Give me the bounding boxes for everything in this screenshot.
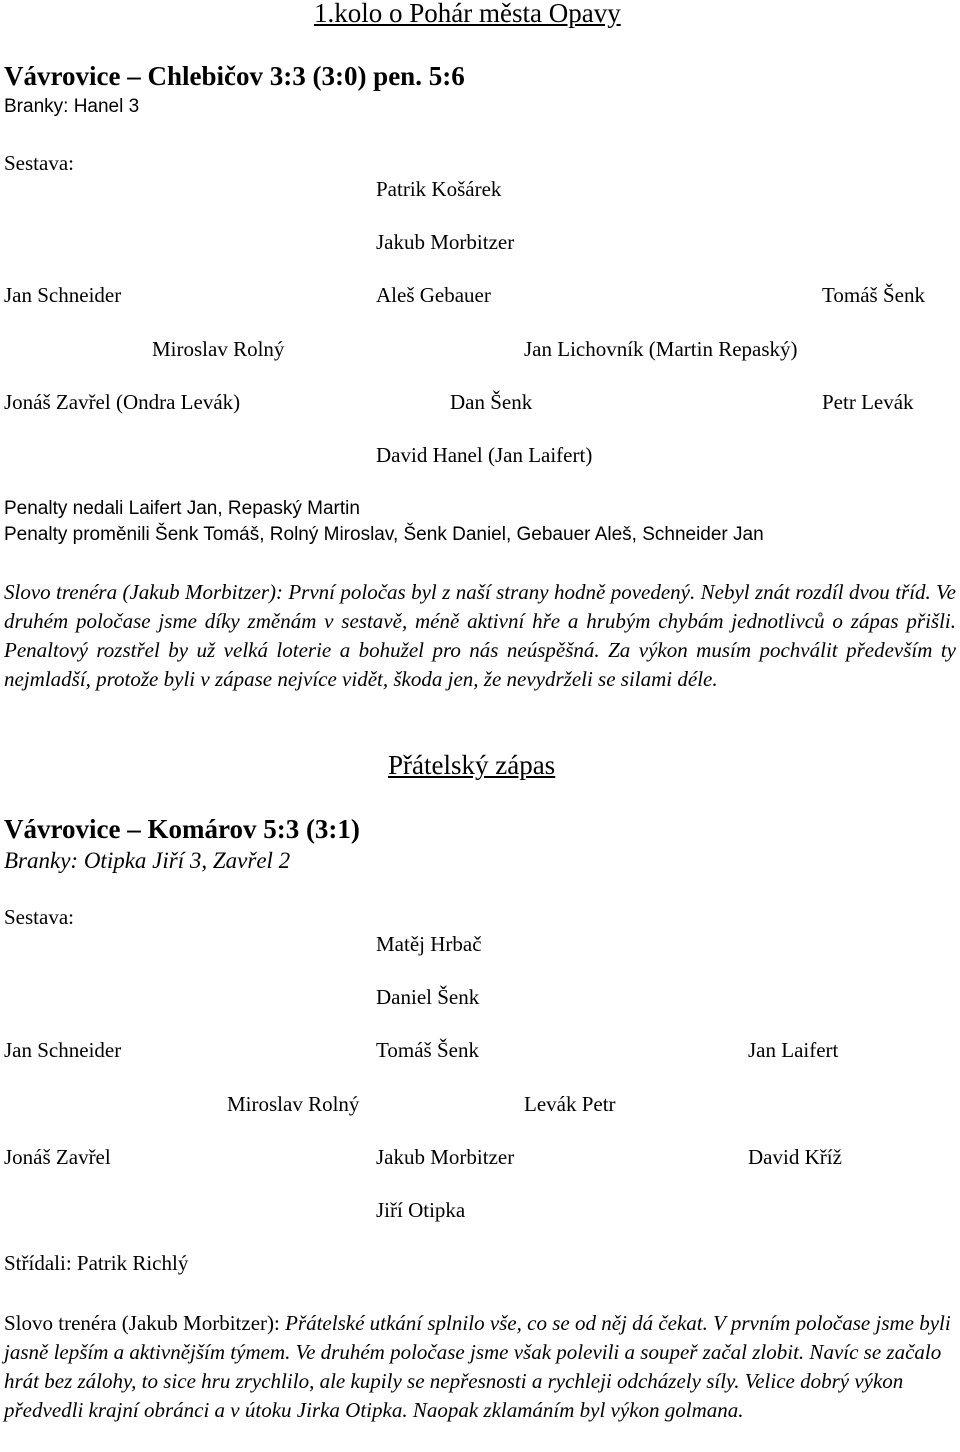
match2-player-def-left: Jan Schneider bbox=[4, 1038, 122, 1062]
match2-coach-block bbox=[4, 1309, 956, 1425]
match2-player-mid-left: Miroslav Rolný bbox=[227, 1092, 360, 1116]
match2-player-goalkeeper: Matěj Hrbač bbox=[376, 932, 482, 956]
match2-player-def-center: Tomáš Šenk bbox=[376, 1038, 479, 1062]
match1-player-forward: David Hanel (Jan Laifert) bbox=[376, 443, 593, 467]
match1-heading: Vávrovice – Chlebičov 3:3 (3:0) pen. 5:6 bbox=[4, 61, 465, 91]
match1-penalties-missed: Penalty nedali Laifert Jan, Repaský Martin bbox=[4, 498, 360, 519]
match2-player-def-right: Jan Laifert bbox=[748, 1038, 839, 1062]
match1-player-sweeper: Jakub Morbitzer bbox=[376, 230, 515, 254]
match2-player-wing-left: Jonáš Zavřel bbox=[4, 1145, 111, 1169]
match2-player-mid-center: Jakub Morbitzer bbox=[376, 1145, 515, 1169]
match1-player-goalkeeper: Patrik Košárek bbox=[376, 177, 502, 201]
match1-player-mid-right: Jan Lichovník (Martin Repaský) bbox=[524, 337, 798, 361]
match2-lineup-label: Sestava: bbox=[4, 905, 74, 929]
match2-player-wing-right: David Kříž bbox=[748, 1145, 842, 1169]
match1-player-def-left: Jan Schneider bbox=[4, 283, 122, 307]
page-title: 1.kolo o Pohár města Opavy bbox=[314, 0, 621, 28]
match1-player-wing-right: Petr Levák bbox=[822, 390, 914, 414]
match1-lineup-label: Sestava: bbox=[4, 151, 74, 175]
match1-penalties-scored: Penalty proměnili Šenk Tomáš, Rolný Miroslav, Šenk Daniel, Gebauer Aleš, Schneider Jan bbox=[4, 524, 764, 545]
match2-coach-comment: Přátelské utkání splnilo vše, co se od něj dá čekat. V prvním poločase jsme byli jasně lepším a aktivnějším týmem. Ve druhém poločase jsme však polevili a soupeř začal zlobit. Navíc se začalo hrát bez zálohy, to sice hru zrychlilo, ale kupily se nepřesnosti a rychleji odcházely síly. Velice dobrý výkon předvedli krajní obránci a v útoku Jirka Otipka. Naopak zklamáním byl výkon golmana. bbox=[4, 1311, 951, 1422]
match1-player-def-right: Tomáš Šenk bbox=[822, 283, 925, 307]
match2-coach-label: Slovo trenéra (Jakub Morbitzer): bbox=[4, 1311, 286, 1335]
match1-player-def-center: Aleš Gebauer bbox=[376, 283, 491, 307]
match1-coach-comment: Slovo trenéra (Jakub Morbitzer): První poločas byl z naší strany hodně povedený. Nebyl znát rozdíl dvou tříd. Ve druhém poločase jsme díky změnám v sestavě, méně aktivní hře a hrubým chybám jednotlivců o zápas přišli. Penaltový rozstřel by už velká loterie a bohužel pro nás neúspěšná. Za výkon musím pochválit především ty nejmladší, protože byli v zápase nejvíce vidět, škoda jen, že nevydrželi se silami déle. bbox=[4, 580, 956, 691]
match1-player-mid-left: Miroslav Rolný bbox=[152, 337, 285, 361]
match1-player-wing-left: Jonáš Zavřel (Ondra Levák) bbox=[4, 390, 241, 414]
match2-heading: Vávrovice – Komárov 5:3 (3:1) bbox=[4, 814, 360, 844]
match2-goals: Branky: Otipka Jiří 3, Zavřel 2 bbox=[4, 848, 291, 873]
match2-player-sweeper: Daniel Šenk bbox=[376, 985, 480, 1009]
match1-goals: Branky: Hanel 3 bbox=[4, 96, 140, 117]
match2-substitutes: Střídali: Patrik Richlý bbox=[4, 1251, 189, 1275]
match2-player-forward: Jiří Otipka bbox=[376, 1198, 466, 1222]
section-friendly-title: Přátelský zápas bbox=[388, 750, 556, 780]
match2-player-mid-right: Levák Petr bbox=[524, 1092, 616, 1116]
match1-player-mid-center: Dan Šenk bbox=[450, 390, 533, 414]
